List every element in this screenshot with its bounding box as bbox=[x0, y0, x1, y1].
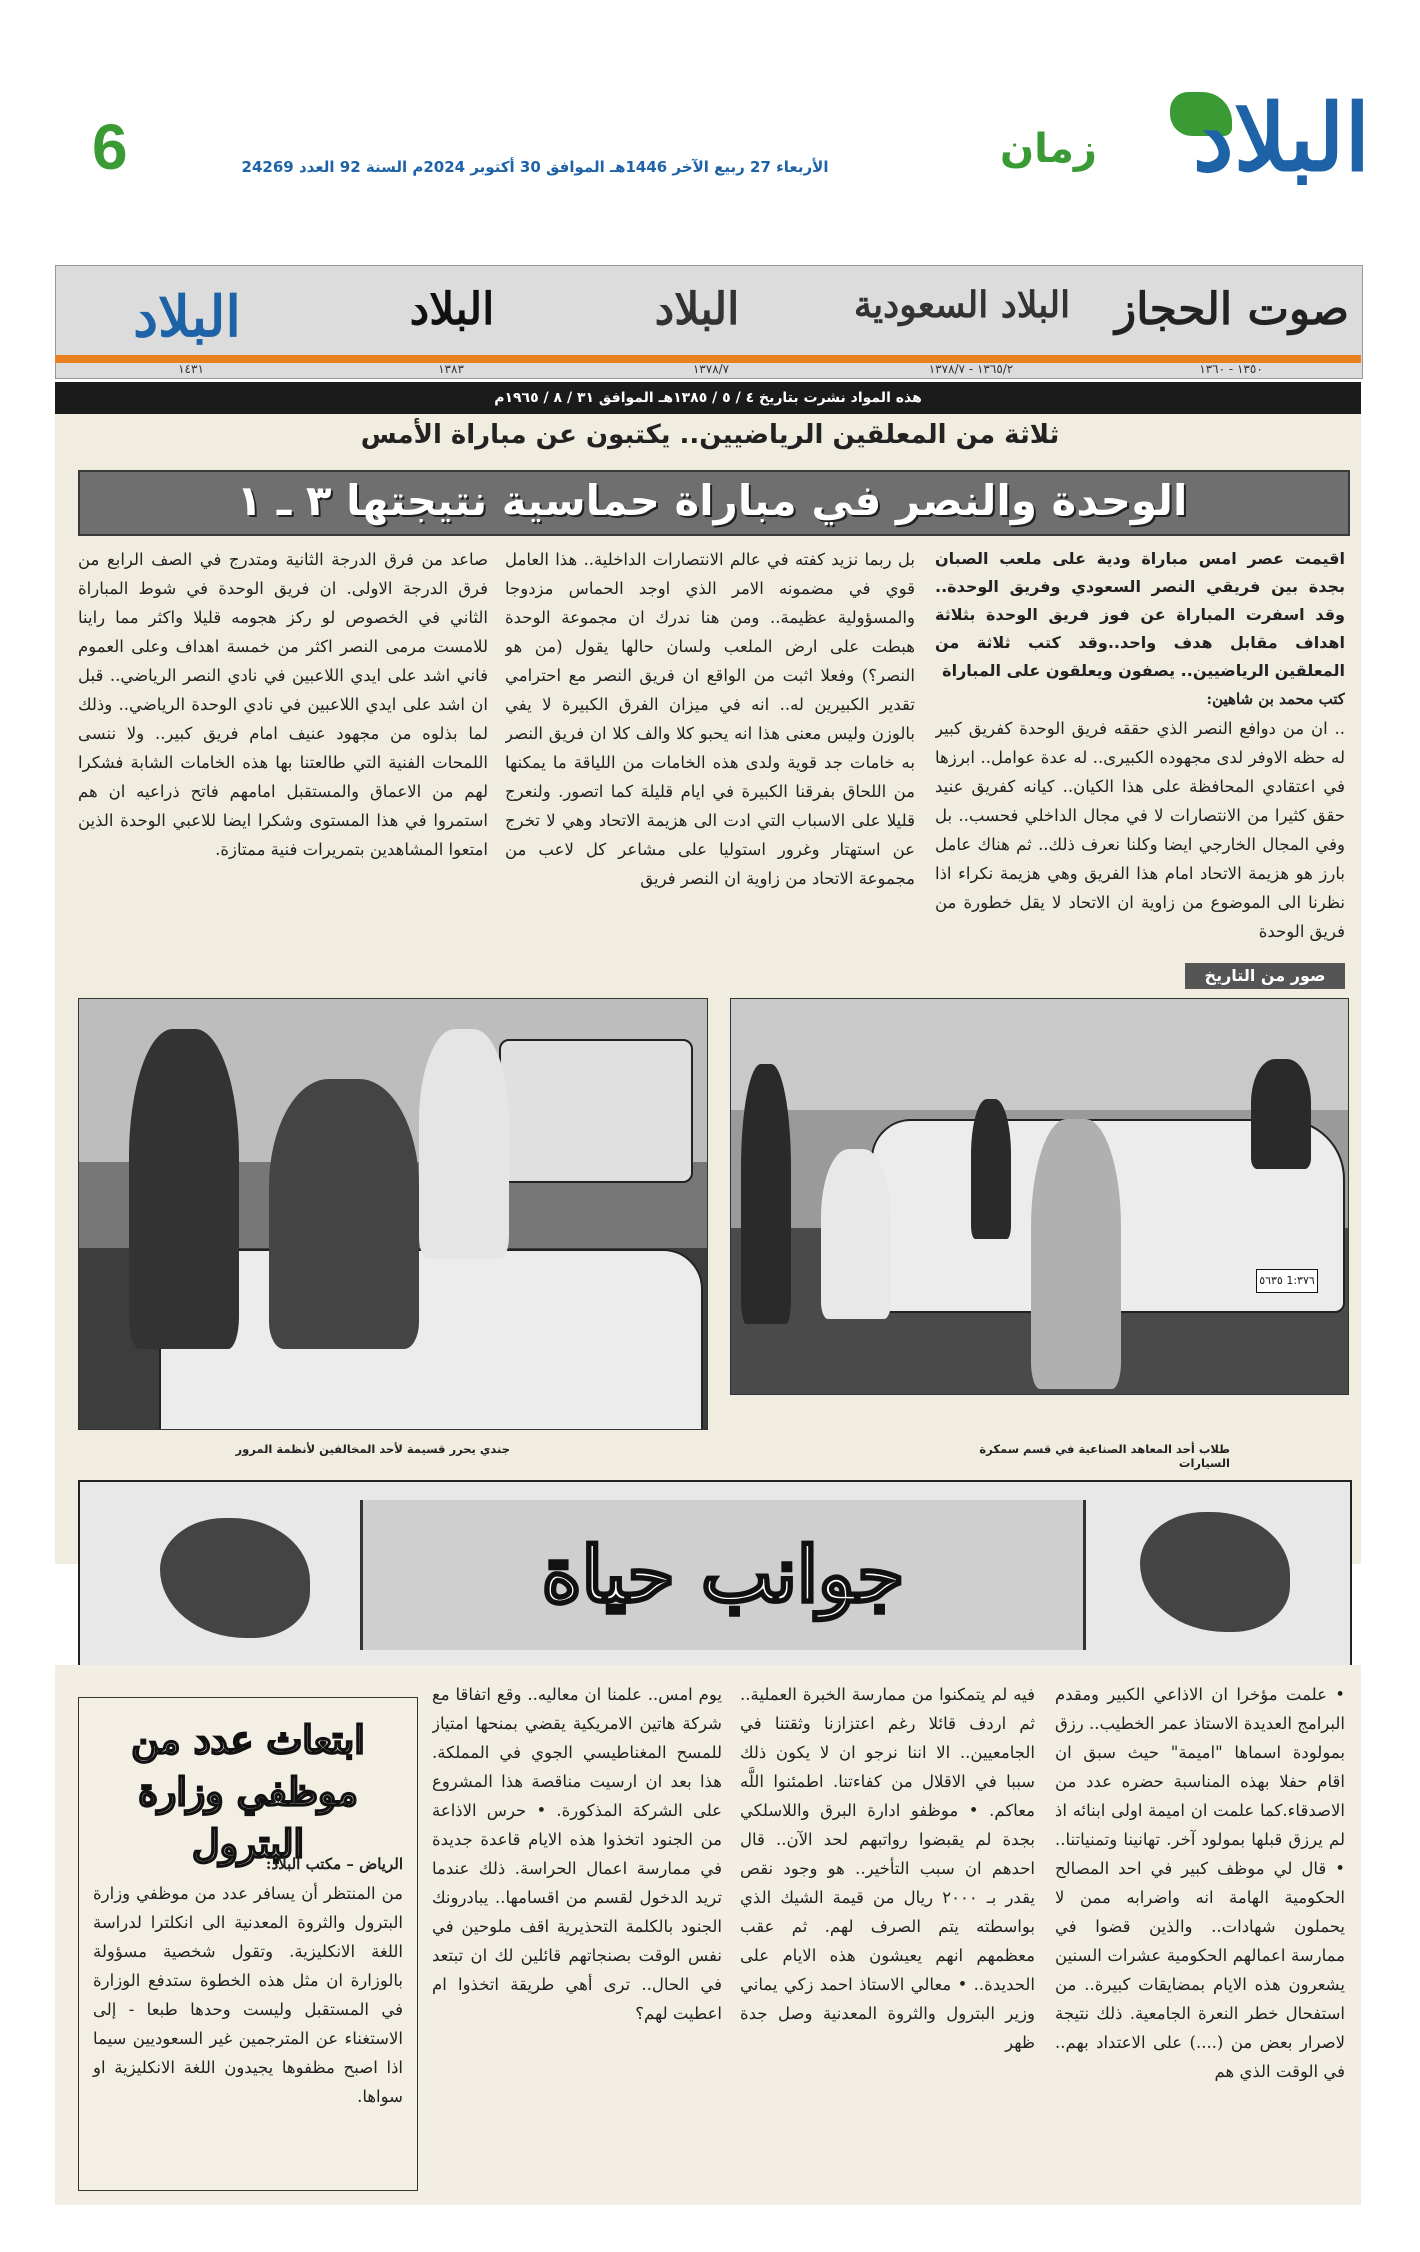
article-column-3 bbox=[78, 545, 488, 975]
sidebar-article bbox=[78, 1697, 418, 2191]
article-byline: كتب محمد بن شاهين: bbox=[1206, 690, 1345, 708]
section-label-tag: صور من التاريخ bbox=[1185, 963, 1345, 989]
heritage-masthead-4: البلاد bbox=[409, 284, 495, 335]
article-lead: اقيمت عصر امس مباراة ودية على ملعب الصبان بجدة بين فريقي النصر السعودي وفريق الوحدة.. وقد اسفرت المباراة عن فوز فريق الوحدة بثلاثة اهداف مقابل هدف واحد..وقد كتب ثلاثة من المعلقين الرياضيين.. يصفون ويعلقون على المباراة bbox=[935, 549, 1345, 680]
year-label: ١٤٣١ bbox=[178, 362, 204, 376]
dateline: الأربعاء 27 ربيع الآخر 1446هـ الموافق 30 أكتوبر 2024م السنة 92 العدد 24269 bbox=[241, 158, 829, 176]
heritage-masthead-2: البلاد السعودية bbox=[853, 284, 1071, 326]
page-number: 6 bbox=[92, 111, 128, 183]
ink-splat-icon bbox=[160, 1518, 310, 1638]
notes-body: يوم امس.. علمنا ان معاليه.. وقع اتفاقا مع شركة هاتين الامريكية يقضي بمنحها امتياز للمسح المغناطيسي الجوي في المملكة. هذا بعد ان ارسيت مناقصة هذا المشروع على الشركة المذكورة. • حرس الاذاعة من الجنود اتخذوا هذه الايام قاعدة جديدة في ممارسة اعمال الحراسة. ذلك عندما تريد الدخول لقسم من اقسامها.. يبادرونك الجنود بالكلمة التحذيرية اقف ملوحين في نفس الوقت بصنجاتهم قائلين لك ان تبتعد في الحال.. ترى أهي طريقة اتخذوا ام اعطيت لهم؟ bbox=[432, 1685, 722, 2023]
article-body: .. ان من دوافع النصر الذي حققه فريق الوحدة كفريق كبير له حظه الاوفر لدى مجهوده الكبيرى.. له عدة عوامل.. ابرزها في اعتقادي المحافظة على هذا الكيان.. كيانه كفريق عنيد حقق كثيرا من الانتصارات لا في مجال الداخلي فحسب.. بل وفي المجال الخارجي ايضا وكلنا نعرف ذلك.. ثم هناك عامل بارز هو هزيمة الاتحاد امام هذا الفريق وهي هزيمة نكراء اذا نظرنا الى الموضوع من زاوية ان الاتحاد لا يقل خطورة من فريق الوحدة bbox=[935, 719, 1345, 941]
notes-body: فيه لم يتمكنوا من ممارسة الخبرة العملية.. ثم اردف قائلا رغم اعتزازنا وثقتنا في الجامعيين.. الا اننا نرجو ان لا يكون ذلك سببا في الاقلال من كفاءتنا. اطمئنوا اللَّه معاكم. • موظفو ادارة البرق واللاسلكي بجدة لم يقبضوا رواتبهم لحد الآن.. قال احدهم ان سبب التأخير.. هو وجود نقص يقدر بـ ٢٠٠٠ ريال من قيمة الشيك الذي بواسطته يتم الصرف لهم. ثم عقب معظمهم انهم يعيشون هذه الايام على الحديدة.. • معالي الاستاذ احمد زكي يماني وزير البترول والثروة المعدنية وصل جدة ظهر bbox=[740, 1685, 1035, 2052]
heritage-years bbox=[55, 362, 1361, 380]
banner-title: جوانب حياة bbox=[541, 1530, 905, 1619]
photo-traffic-soldier[interactable] bbox=[78, 998, 708, 1430]
sidebar-byline: الرياض – مكتب البلاد: bbox=[265, 1855, 403, 1873]
year-label: ١٣٧٨/٧ bbox=[692, 362, 730, 376]
year-label: ١٣٦٥/٢ - ١٣٧٨/٧ bbox=[928, 362, 1014, 376]
section-title: زمان bbox=[1000, 126, 1097, 172]
article-column-1 bbox=[935, 545, 1345, 953]
notes-column-2 bbox=[740, 1680, 1035, 2200]
year-label: ١٣٨٣ bbox=[438, 362, 464, 376]
heritage-masthead-1: صوت الحجاز bbox=[1115, 284, 1349, 335]
logo-text: البلاد bbox=[1192, 84, 1370, 192]
article-kicker: ثلاثة من المعلقين الرياضيين.. يكتبون عن مباراة الأمس bbox=[360, 420, 1060, 450]
ink-splat-icon bbox=[1140, 1512, 1290, 1632]
photo-auto-body-students[interactable] bbox=[730, 998, 1349, 1395]
sidebar-headline: ابتعاث عدد من موظفي وزارة البترول bbox=[131, 1717, 365, 1866]
notes-column-1 bbox=[1055, 1680, 1345, 2200]
article-column-2 bbox=[505, 545, 915, 975]
year-label: ١٣٥٠ - ١٣٦٠ bbox=[1199, 362, 1263, 376]
article-headline: الوحدة والنصر في مباراة حماسية نتيجتها ٣ ـ ١ bbox=[236, 476, 1188, 525]
article-body: صاعد من فرق الدرجة الثانية ومتدرج في الصف الرابع من فرق الدرجة الاولى. ان فريق الوحدة في شوط المباراة الثاني في الخصوص لو ركز هجومه قليلا واكثر مما راينا للامست مرمى النصر اكثر من خمسة اهداف وعلى العموم فاني اشد على ايدي اللاعبين في نادي النصر الرياضي.. قبل ان اشد على ايدي اللاعبين في نادي الوحدة الرياضي.. وذلك لما بذلوه من مجهود عنيف امام فريق كبير.. ولا ننسى اللمحات الفنية التي طالعتنا بها هذه الخامات الشابة فشكرا لهم من الاعماق والمستقبل امامهم فاتح ذراعيه ان هم استمروا في هذا المستوى وشكرا ايضا للاعبي الوحدة الذين امتعوا المشاهدين بتمريرات فنية ممتازة. bbox=[78, 550, 488, 859]
section-banner bbox=[78, 1480, 1352, 1674]
heritage-masthead-5: البلاد bbox=[133, 284, 241, 350]
publication-note: هذه المواد نشرت بتاريخ ٤ / ٥ / ١٣٨٥هـ الموافق ٣١ / ٨ / ١٩٦٥م bbox=[55, 382, 1361, 414]
heritage-masthead-3: البلاد bbox=[654, 284, 740, 335]
article-body: بل ربما نزيد كفته في عالم الانتصارات الداخلية.. هذا العامل قوي في مضمونه الامر الذي اوجد الحماس مزدوجا والمسؤولية عظيمة.. ومن هنا ندرك ان مجموعة الوحدة هبطت على ارض الملعب ولسان حالها يقول (من هو النصر؟) وفعلا اثبت من الواقع ان فريق النصر مع احترامي تقدير الكبيرين له.. انه في ميزان الفرق الكبيرة لا يفي بالوزن وليس معنى هذا انه يحبو كلا والف كلا ان فريق النصر به خامات جد قوية ولدى هذه الخامات من اللياقة ما يمكنها من اللحاق بفرقنا الكبيرة في ايام قليلة كما اتصور. ولنعرج قليلا على الاسباب التي ادت الى هزيمة الاتحاد وهي لا تخرج عن استهتار وغرور استوليا على مشاعر كل لاعب من مجموعة الاتحاد من زاوية ان النصر فريق bbox=[505, 550, 915, 888]
notes-column-3 bbox=[432, 1680, 722, 2200]
photo-caption-right: طلاب أحد المعاهد الصناعية في قسم سمكرة السيارات bbox=[979, 1442, 1230, 1470]
photo-caption-left: جندي يحرر قسيمة لأحد المخالفين لأنظمة المرور bbox=[235, 1442, 510, 1456]
notes-body: • علمت مؤخرا ان الاذاعي الكبير ومقدم البرامج العديدة الاستاذ عمر الخطيب.. رزق بمولودة اسماها "اميمة" حيث سبق ان اقام حفلا بهذه المناسبة حضره عدد من الاصدقاء.كما علمت ان اميمة اولى ابنائه اذ لم يرزق قبلها بمولود آخر. تهانينا وتمنياتنا.. • قال لي موظف كبير في احد المصالح الحكومية الهامة انه واضرابه ممن لا يحملون شهادات.. والذين قضوا في ممارسة اعمالهم الحكومية عشرات السنين يشعرون هذه الايام بمضايقات كبيرة.. من استفحال خطر النعرة الجامعية. ذلك نتيجة لاصرار بعض من (....) على الاعتداد بهم.. في الوقت الذي هم bbox=[1055, 1685, 1345, 2081]
newspaper-logo[interactable] bbox=[1130, 84, 1370, 212]
license-plate: 1:۳۷٦ ٥٦٣٥ bbox=[1256, 1269, 1318, 1293]
sidebar-body: من المنتظر أن يسافر عدد من موظفي وزارة البترول والثروة المعدنية الى انكلترا لدراسة اللغة الانكليزية. وتقول شخصية مسؤولة بالوزارة ان مثل هذه الخطوة ستدفع الوزارة في المستقبل وليست وحدها طبعا - إلى الاستغناء عن المترجمين غير السعوديين سيما اذا اصبح مظفوها يجيدون اللغة الانكليزية او سواها. bbox=[93, 1884, 403, 2106]
